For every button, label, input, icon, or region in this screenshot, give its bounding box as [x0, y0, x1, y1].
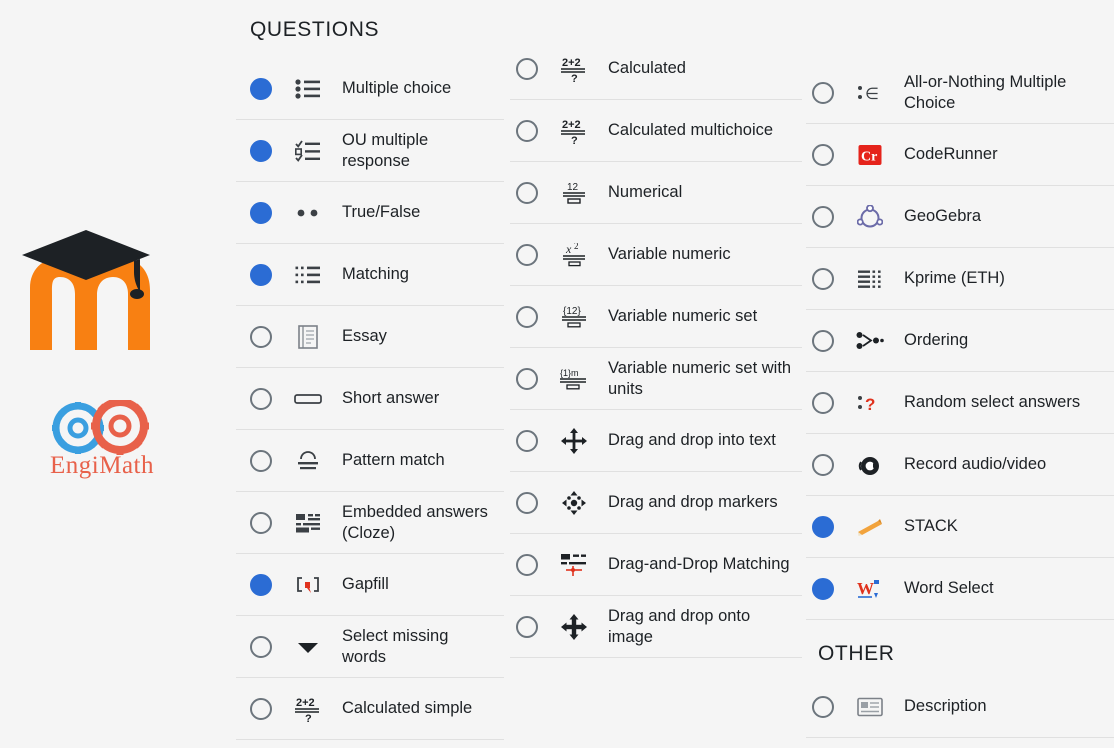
qtype-option-geogebra[interactable] — [806, 186, 1114, 248]
svg-text:2: 2 — [574, 242, 579, 251]
qtype-option-calculated-multichoice[interactable] — [510, 100, 802, 162]
qtype-option-calculated-simple[interactable] — [236, 678, 504, 740]
qtype-option-kprime-eth[interactable] — [806, 248, 1114, 310]
radio-essay[interactable] — [250, 326, 272, 348]
qtype-option-drag-and-drop-into-text[interactable] — [510, 410, 802, 472]
qtype-label: Record audio/video — [904, 455, 1047, 474]
svg-text:W: W — [857, 578, 874, 598]
ddmarker-icon — [554, 486, 594, 520]
qtype-option-record-audio-video[interactable] — [806, 434, 1114, 496]
radio-calculated-multichoice[interactable] — [516, 120, 538, 142]
radio-geogebra[interactable] — [812, 206, 834, 228]
qtype-option-drag-and-drop-markers[interactable] — [510, 472, 802, 534]
radio-calculated[interactable] — [516, 58, 538, 80]
kprime-icon — [850, 262, 890, 296]
radio-description[interactable] — [812, 696, 834, 718]
cloze-icon — [288, 506, 328, 540]
qtype-label: Drag and drop onto image — [608, 606, 751, 646]
svg-text:{12}: {12} — [563, 305, 581, 317]
qtype-option-embedded-answers-cloze[interactable] — [236, 492, 504, 554]
radio-drag-and-drop-onto-image[interactable] — [516, 616, 538, 638]
radio-drag-and-drop-matching[interactable] — [516, 554, 538, 576]
radio-drag-and-drop-markers[interactable] — [516, 492, 538, 514]
qtype-option-calculated[interactable] — [510, 38, 802, 100]
qtype-label: Pattern match — [342, 451, 445, 470]
qtype-label: CodeRunner — [904, 145, 998, 164]
qtype-option-drag-and-drop-onto-image[interactable] — [510, 596, 802, 658]
numerical-icon — [554, 176, 594, 210]
qtype-label: Calculated — [608, 59, 686, 78]
engimath-gears-icon — [32, 400, 172, 456]
svg-text:?: ? — [571, 134, 578, 144]
qtype-label: Numerical — [608, 183, 683, 202]
qtype-option-ordering[interactable] — [806, 310, 1114, 372]
engimath-label: EngiMath — [50, 452, 154, 479]
gapfill-icon — [288, 568, 328, 602]
qtype-label: Gapfill — [342, 575, 389, 594]
question-type-list-2 — [510, 38, 802, 658]
multichoice-icon — [288, 72, 328, 106]
qtype-option-select-missing-words[interactable] — [236, 616, 504, 678]
qtype-label: OU multiple response — [342, 130, 429, 170]
questions-column-3 — [802, 0, 1114, 738]
svg-text:2+2: 2+2 — [562, 118, 581, 131]
svg-text:?: ? — [305, 712, 312, 722]
truefalse-icon — [288, 196, 328, 230]
radio-variable-numeric-set[interactable] — [516, 306, 538, 328]
qtype-label: Drag and drop into text — [608, 431, 776, 450]
svg-text:2+2: 2+2 — [296, 696, 315, 709]
radio-random-select-answers[interactable] — [812, 392, 834, 414]
qtype-label: Variable numeric set — [608, 307, 758, 326]
qtype-option-multiple-choice[interactable] — [236, 58, 504, 120]
qtype-option-random-select-answers[interactable] — [806, 372, 1114, 434]
ddimageortext-icon — [554, 610, 594, 644]
qtype-label: Variable numeric set with units — [608, 358, 792, 398]
branding-column — [0, 0, 222, 748]
svg-text:?: ? — [571, 72, 578, 82]
calculated-icon — [554, 52, 594, 86]
radio-multiple-choice[interactable] — [250, 78, 272, 100]
qtype-label: All-or-Nothing Multiple Choice — [904, 72, 1067, 112]
radio-select-missing-words[interactable] — [250, 636, 272, 658]
qtype-option-matching[interactable] — [236, 244, 504, 306]
radio-ou-multiple-response[interactable] — [250, 140, 272, 162]
svg-text:12: 12 — [567, 181, 579, 193]
calculated-simple-icon — [288, 692, 328, 726]
qtype-option-stack[interactable] — [806, 496, 1114, 558]
radio-stack[interactable] — [812, 516, 834, 538]
qtype-label: Drag-and-Drop Matching — [608, 555, 790, 574]
qtype-option-short-answer[interactable] — [236, 368, 504, 430]
qtype-option-variable-numeric-set-with-units[interactable] — [510, 348, 802, 410]
qtype-label: Multiple choice — [342, 79, 452, 98]
svg-text:Cr: Cr — [861, 149, 878, 164]
matching-icon — [288, 258, 328, 292]
moodle-logo — [8, 210, 198, 370]
essay-icon — [288, 320, 328, 354]
qtype-label: True/False — [342, 203, 421, 222]
variable-numeric-set-icon — [554, 300, 594, 334]
qtype-option-ou-multiple-response[interactable] — [236, 120, 504, 182]
qtype-label: Random select answers — [904, 393, 1081, 412]
radio-matching[interactable] — [250, 264, 272, 286]
select-missing-words-icon — [288, 630, 328, 664]
radio-numerical[interactable] — [516, 182, 538, 204]
description-icon — [850, 690, 890, 724]
radio-word-select[interactable] — [812, 578, 834, 600]
radio-calculated-simple[interactable] — [250, 698, 272, 720]
svg-text:?: ? — [865, 394, 876, 414]
svg-text:x: x — [566, 242, 572, 256]
geogebra-icon — [850, 200, 890, 234]
radio-kprime-eth[interactable] — [812, 268, 834, 290]
radio-coderunner[interactable] — [812, 144, 834, 166]
qtype-option-coderunner[interactable] — [806, 124, 1114, 186]
qtype-option-all-or-nothing-multiple-choice[interactable] — [806, 62, 1114, 124]
qtype-option-true-false[interactable] — [236, 182, 504, 244]
questions-column-1 — [222, 0, 504, 740]
ddwtos-icon — [554, 424, 594, 458]
qtype-option-variable-numeric[interactable] — [510, 224, 802, 286]
qtype-label: Drag and drop markers — [608, 493, 778, 512]
qtype-option-essay[interactable] — [236, 306, 504, 368]
ddmatch-icon — [554, 548, 594, 582]
variable-numeric-icon — [554, 238, 594, 272]
stack-icon — [850, 510, 890, 544]
qtype-label: Calculated simple — [342, 699, 473, 718]
radio-gapfill[interactable] — [250, 574, 272, 596]
qtype-option-drag-and-drop-matching[interactable] — [510, 534, 802, 596]
other-heading: OTHER — [818, 642, 895, 665]
svg-text:{1}m: {1}m — [560, 367, 579, 378]
qtype-label: Ordering — [904, 331, 969, 350]
radio-all-or-nothing-multiple-choice[interactable] — [812, 82, 834, 104]
word-select-icon — [850, 572, 890, 606]
questions-column-2 — [504, 0, 802, 658]
other-type-list — [806, 676, 1114, 738]
radio-embedded-answers-cloze[interactable] — [250, 512, 272, 534]
qtype-option-variable-numeric-set[interactable] — [510, 286, 802, 348]
radio-drag-and-drop-into-text[interactable] — [516, 430, 538, 452]
calculated-multichoice-icon — [554, 114, 594, 148]
qtype-option-gapfill[interactable] — [236, 554, 504, 616]
radio-short-answer[interactable] — [250, 388, 272, 410]
variable-numeric-set-units-icon — [554, 362, 594, 396]
radio-variable-numeric[interactable] — [516, 244, 538, 266]
shortanswer-icon — [288, 382, 328, 416]
qtype-label: Embedded answers (Cloze) — [342, 502, 488, 542]
random-select-answers-icon — [850, 386, 890, 420]
svg-text:2+2: 2+2 — [562, 56, 581, 69]
questions-heading: QUESTIONS — [250, 18, 380, 41]
all-or-nothing-icon — [850, 76, 890, 110]
qtype-option-word-select[interactable] — [806, 558, 1114, 620]
ou-multi-response-icon — [288, 134, 328, 168]
qtype-label: Short answer — [342, 389, 440, 408]
qtype-label: Description — [904, 697, 987, 716]
qtype-label: Word Select — [904, 579, 994, 598]
qtype-label: Essay — [342, 327, 387, 346]
qtype-label: Variable numeric — [608, 245, 731, 264]
radio-record-audio-video[interactable] — [812, 454, 834, 476]
radio-variable-numeric-set-with-units[interactable] — [516, 368, 538, 390]
qtype-label: STACK — [904, 517, 958, 536]
record-audio-video-icon — [850, 448, 890, 482]
radio-pattern-match[interactable] — [250, 450, 272, 472]
question-type-list-1 — [236, 58, 504, 740]
qtype-label: Select missing words — [342, 626, 449, 666]
question-type-list-3 — [806, 62, 1114, 620]
qtype-label: Calculated multichoice — [608, 121, 774, 140]
qtype-option-numerical[interactable] — [510, 162, 802, 224]
coderunner-icon — [850, 138, 890, 172]
ordering-icon — [850, 324, 890, 358]
qtype-label: Kprime (ETH) — [904, 269, 1005, 288]
qtype-label: Matching — [342, 265, 409, 284]
svg-text:∈: ∈ — [865, 85, 879, 103]
radio-ordering[interactable] — [812, 330, 834, 352]
qtype-option-pattern-match[interactable] — [236, 430, 504, 492]
pattern-match-icon — [288, 444, 328, 478]
qtype-label: GeoGebra — [904, 207, 982, 226]
engimath-logo — [32, 400, 172, 480]
radio-true-false[interactable] — [250, 202, 272, 224]
qtype-option-description[interactable] — [806, 676, 1114, 738]
